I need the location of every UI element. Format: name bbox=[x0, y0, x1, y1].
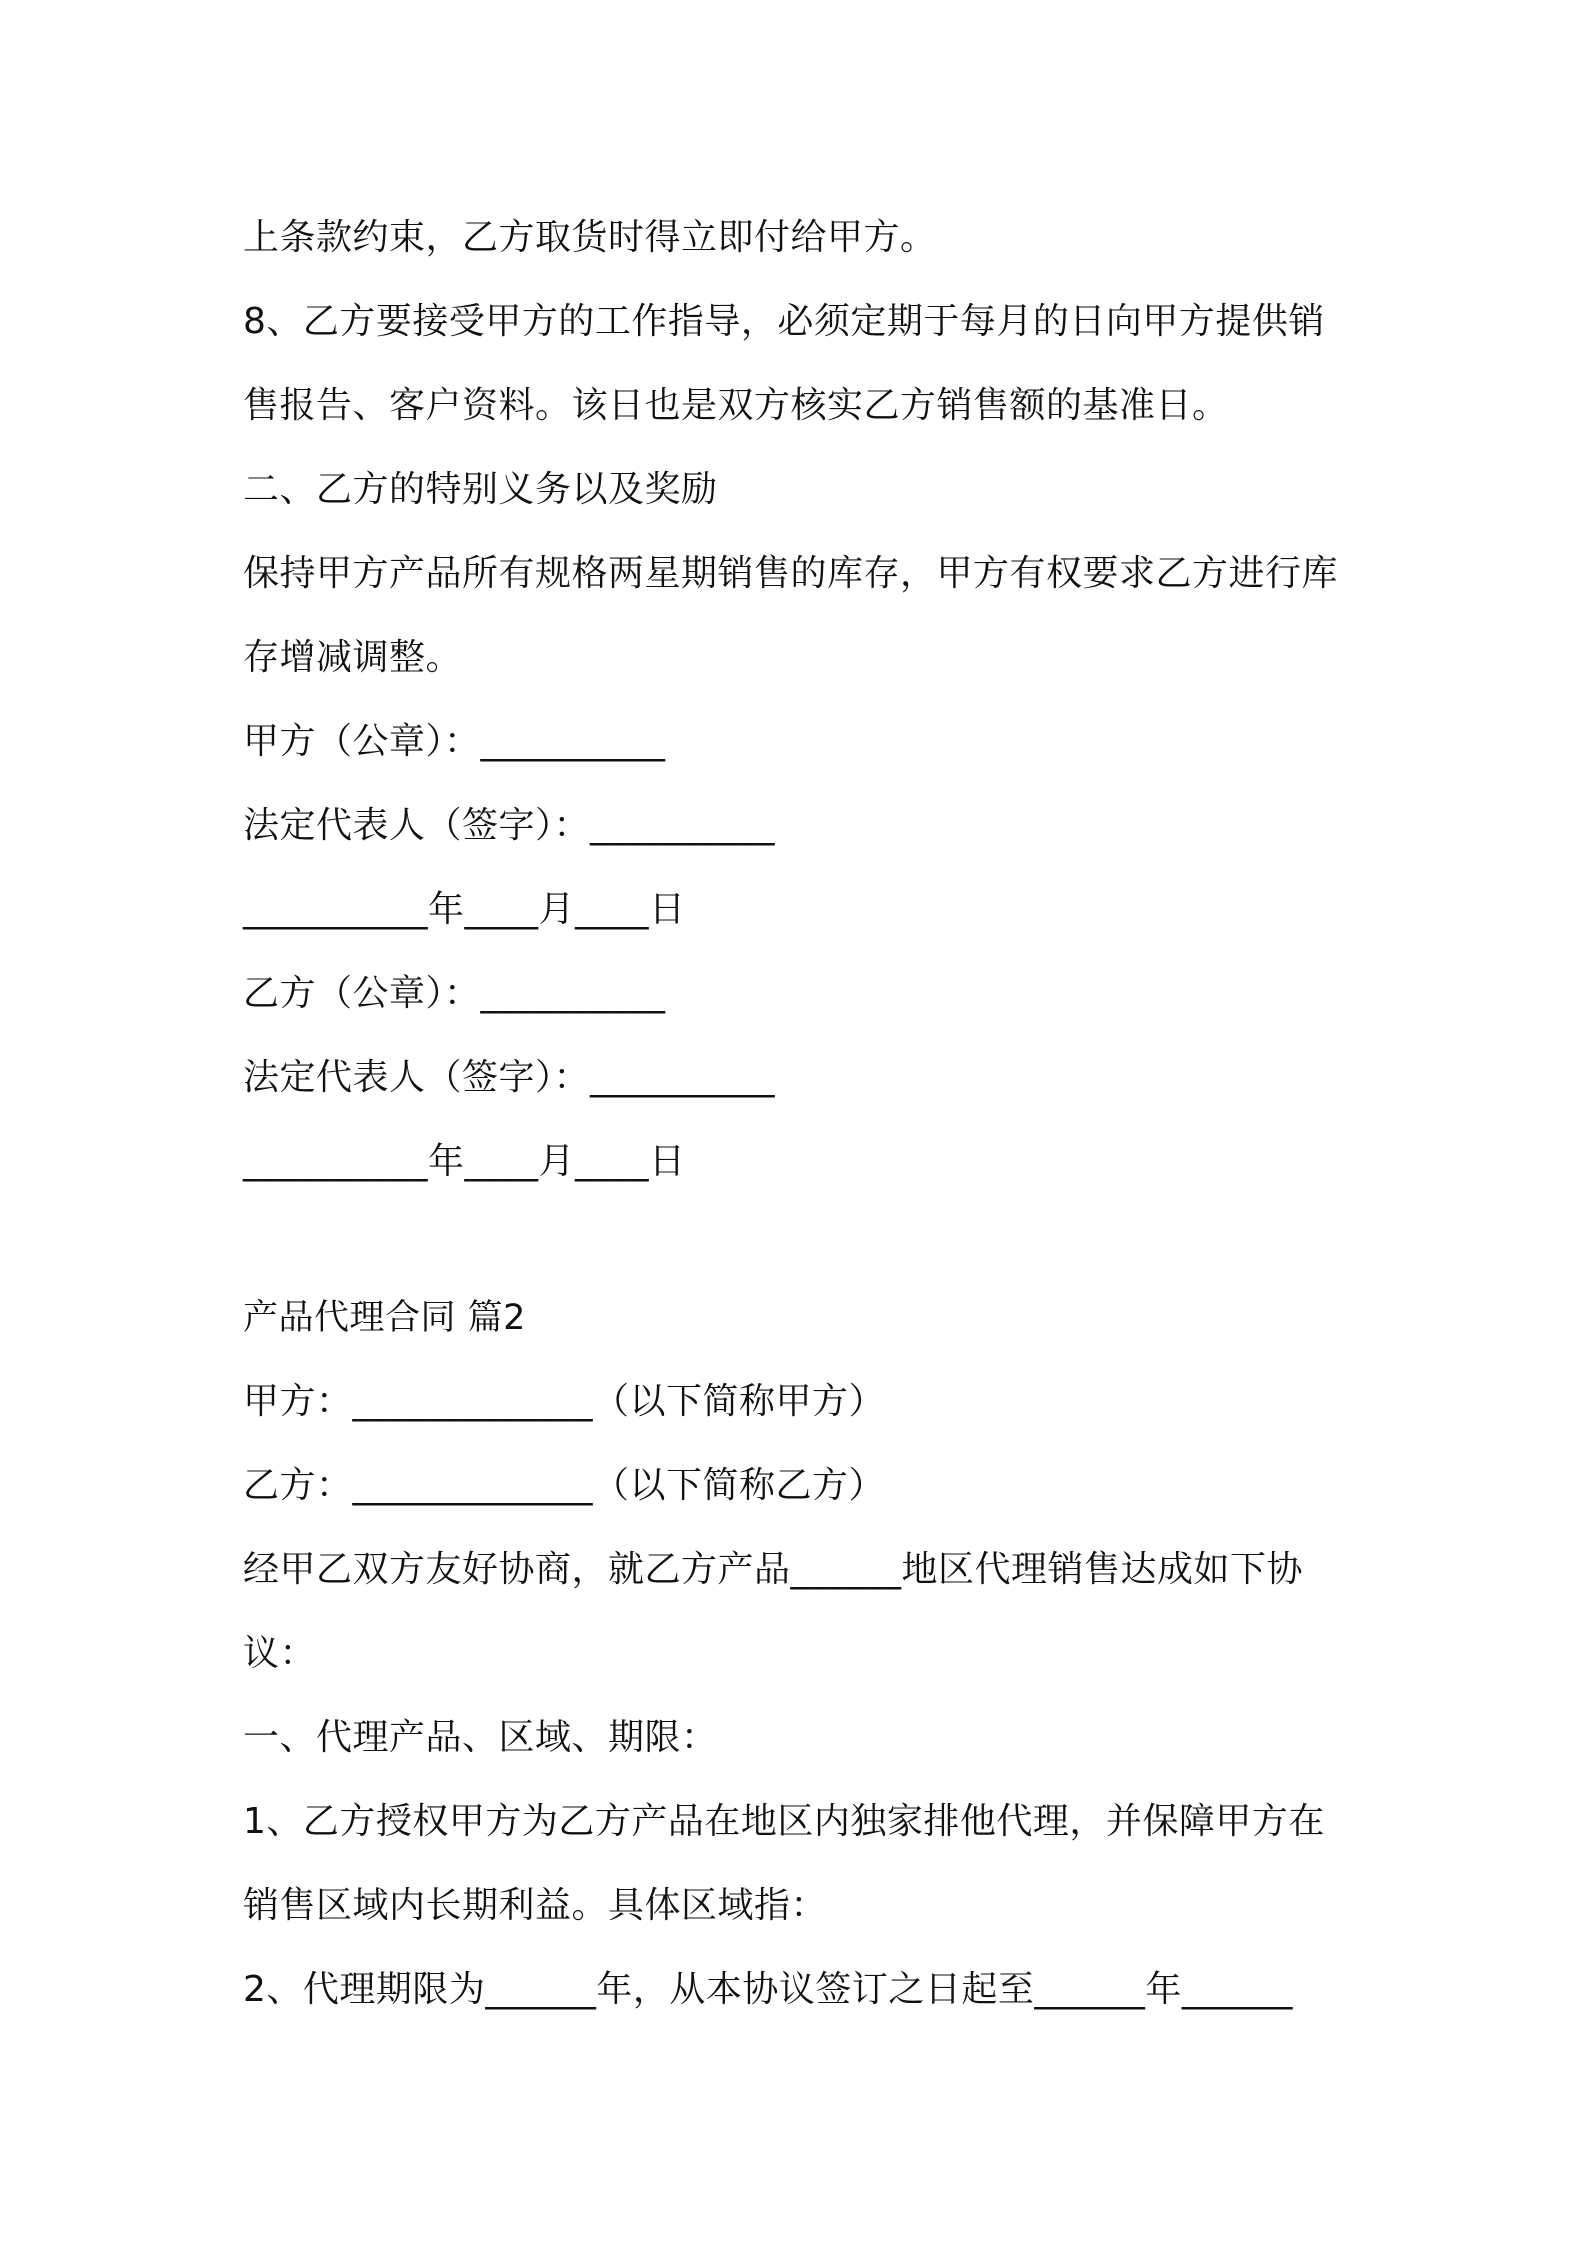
clause-line: 销售区域内长期利益。具体区域指： bbox=[243, 1885, 828, 1926]
section-title: 产品代理合同 篇2 bbox=[243, 1298, 526, 1338]
paragraph-line: 经甲乙双方友好协商，就乙方产品______地区代理销售达成如下协 bbox=[243, 1549, 1304, 1590]
signature-party-a-seal: 甲方（公章）：__________ bbox=[243, 721, 666, 762]
signature-party-a-representative: 法定代表人（签字）：__________ bbox=[243, 805, 776, 846]
party-b-line: 乙方：_____________（以下简称乙方） bbox=[243, 1465, 886, 1506]
document-body bbox=[243, 196, 1363, 2032]
clause-line: 1、乙方授权甲方为乙方产品在地区内独家排他代理，并保障甲方在 bbox=[243, 1801, 1325, 1842]
party-a-line: 甲方：_____________（以下简称甲方） bbox=[243, 1381, 886, 1422]
clause-line: 2、代理期限为______年，从本协议签订之日起至______年______ bbox=[243, 1969, 1293, 2010]
section-heading: 一、代理产品、区域、期限： bbox=[243, 1717, 718, 1758]
paragraph-line: 8、乙方要接受甲方的工作指导，必须定期于每月的日向甲方提供销 bbox=[243, 301, 1325, 342]
paragraph-line: 上条款约束，乙方取货时得立即付给甲方。 bbox=[243, 217, 937, 258]
paragraph-line: 售报告、客户资料。该日也是双方核实乙方销售额的基准日。 bbox=[243, 385, 1229, 426]
section-heading: 二、乙方的特别义务以及奖励 bbox=[243, 469, 718, 510]
signature-party-b-representative: 法定代表人（签字）：__________ bbox=[243, 1057, 776, 1098]
section-divider-space bbox=[243, 1204, 1363, 1276]
paragraph-line: 议： bbox=[243, 1633, 317, 1674]
paragraph-line: 保持甲方产品所有规格两星期销售的库存，甲方有权要求乙方进行库 bbox=[243, 553, 1339, 594]
paragraph-line: 存增减调整。 bbox=[243, 637, 463, 678]
signature-party-b-seal: 乙方（公章）：__________ bbox=[243, 973, 666, 1014]
signature-party-a-date: __________年____月____日 bbox=[243, 889, 686, 930]
signature-party-b-date: __________年____月____日 bbox=[243, 1141, 686, 1182]
